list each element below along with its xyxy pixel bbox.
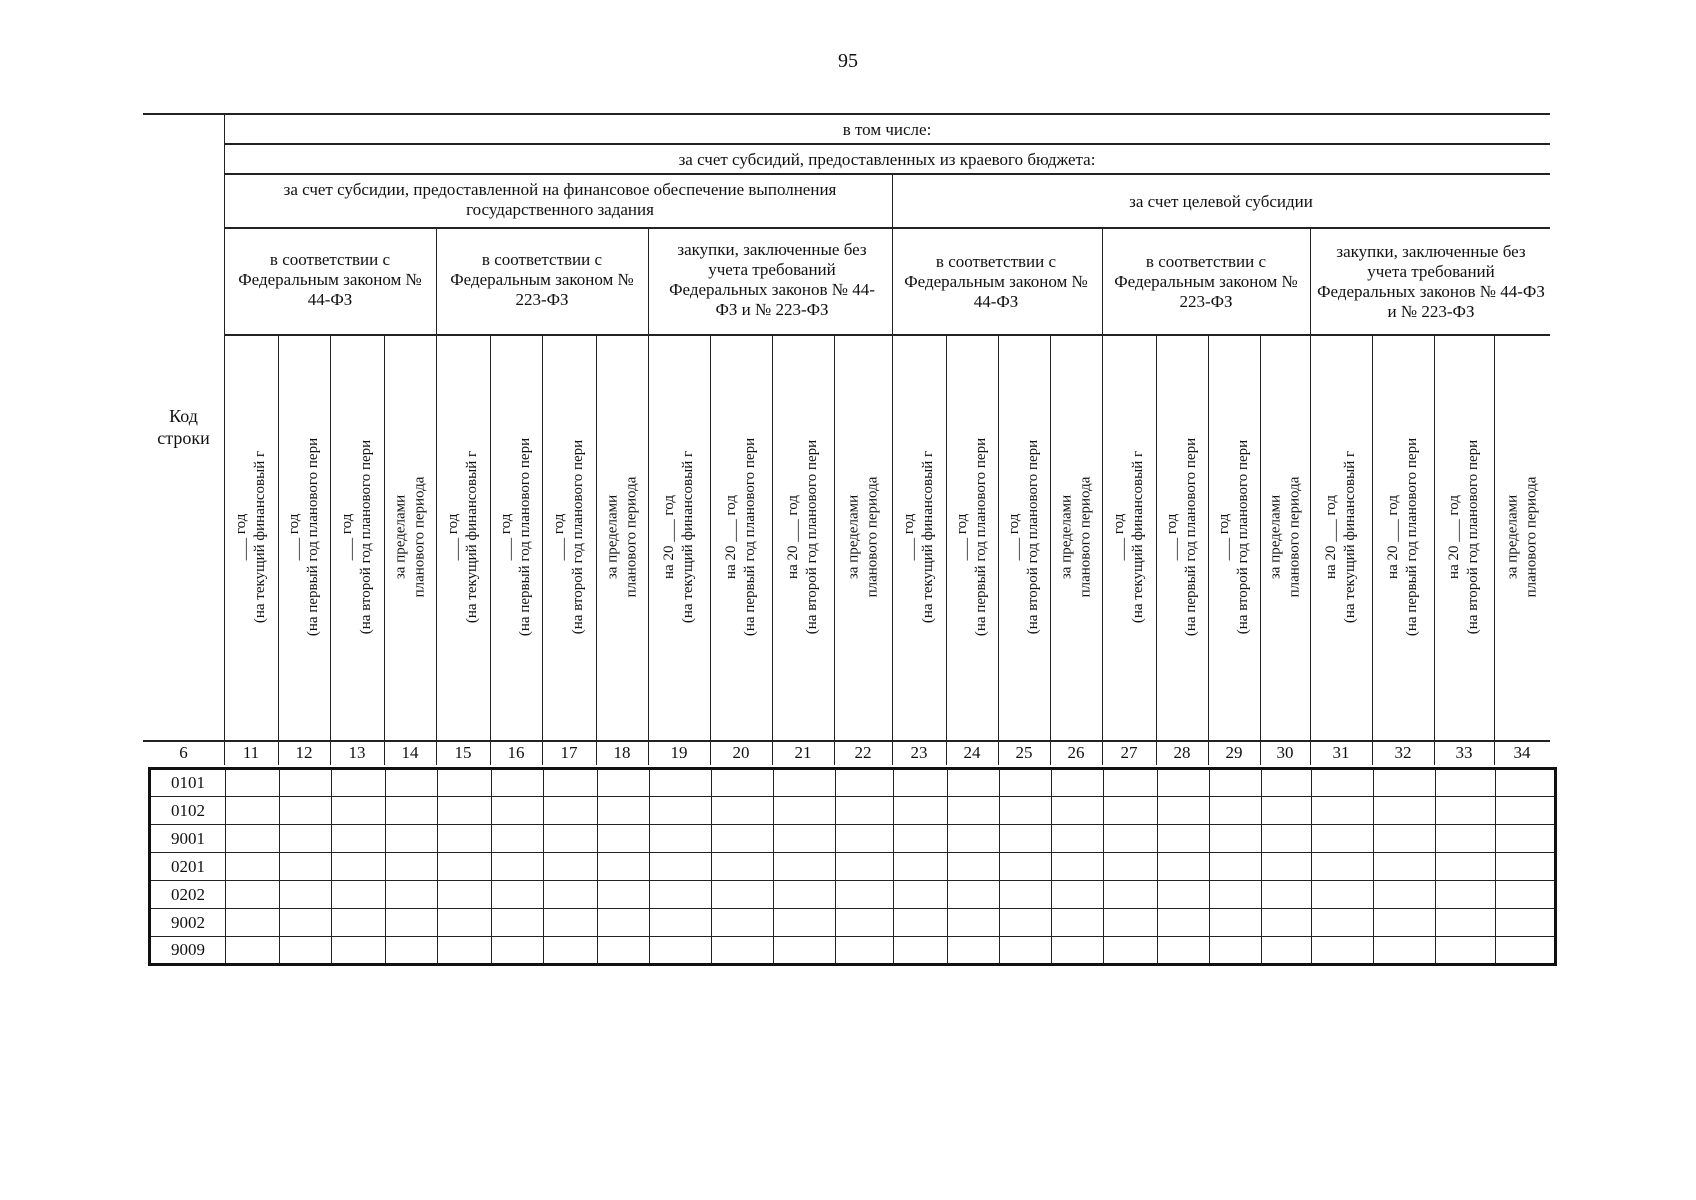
column-header-text: на 20 ___ год (на первый год планового пери [1385,437,1421,637]
column-header-vertical [1156,344,1208,730]
data-cell[interactable] [1158,769,1210,797]
data-cell[interactable] [1262,769,1312,797]
column-header-text: ___ год (на второй год планового пери [1216,439,1252,635]
data-cell[interactable] [386,769,438,797]
column-number: 30 [1276,743,1294,762]
data-cell[interactable] [598,797,650,825]
data-cell[interactable] [332,881,386,909]
data-cell[interactable] [836,825,894,853]
column-header-text: за пределами планового периода [604,476,639,598]
data-cell[interactable] [1312,825,1374,853]
column-header-text: ___ год (на первый год планового пери [286,437,322,637]
data-cell[interactable] [1312,853,1374,881]
data-cell[interactable] [836,881,894,909]
data-cell[interactable] [1374,853,1436,881]
row-code: 0101 [150,769,226,797]
table-row [150,937,1556,965]
column-number: 17 [560,743,578,762]
data-cell[interactable] [650,825,712,853]
data-cell[interactable] [712,909,774,937]
v-tom-chisle-label: в том числе: [842,120,932,139]
data-cell[interactable] [280,881,332,909]
data-cell[interactable] [544,937,598,965]
data-cell[interactable] [1104,909,1158,937]
data-cell[interactable] [712,853,774,881]
data-cell[interactable] [492,825,544,853]
data-cell[interactable] [1262,909,1312,937]
column-header-text: ___ год (на второй год планового пери [339,439,375,635]
column-header-vertical [834,344,892,730]
column-header-vertical [1372,344,1434,730]
column-header-text: на 20 ___ год (на первый год планового пери [723,437,759,637]
data-cell[interactable] [1210,797,1262,825]
column-number: 23 [910,743,928,762]
group1-label: за счет субсидии, предоставленной на финансовое обеспечение выполнения государственного задания [283,180,837,219]
row-code: 0201 [150,853,226,881]
data-cell[interactable] [492,853,544,881]
data-cell[interactable] [1496,853,1556,881]
column-header-text: за пределами планового периода [1504,476,1539,598]
data-cell[interactable] [1312,881,1374,909]
data-cell[interactable] [1374,881,1436,909]
column-header-text: ___ год (на текущий финансовый г [445,450,480,624]
data-cell[interactable] [1374,797,1436,825]
data-cell[interactable] [1262,797,1312,825]
data-cell[interactable] [1436,769,1496,797]
column-number: 12 [295,743,313,762]
data-cell[interactable] [1000,853,1052,881]
data-cell[interactable] [1104,937,1158,965]
data-cell[interactable] [1052,825,1104,853]
data-cell[interactable] [598,853,650,881]
column-number: 22 [854,743,872,762]
column-number: 27 [1120,743,1138,762]
data-cell[interactable] [894,853,948,881]
data-cell[interactable] [1052,769,1104,797]
data-cell[interactable] [650,797,712,825]
data-cell[interactable] [894,909,948,937]
data-cell[interactable] [650,853,712,881]
data-cell[interactable] [1000,825,1052,853]
data-cell[interactable] [598,881,650,909]
data-cell[interactable] [1210,881,1262,909]
data-cell[interactable] [438,853,492,881]
column-number: 29 [1225,743,1243,762]
data-cell[interactable] [948,937,1000,965]
data-cell[interactable] [1496,937,1556,965]
rule-subsidies [224,173,1550,175]
data-cell[interactable] [650,937,712,965]
data-cell[interactable] [1000,797,1052,825]
column-number: 31 [1332,743,1350,762]
column-header-vertical [998,344,1050,730]
data-cell[interactable] [894,881,948,909]
data-cell[interactable] [332,937,386,965]
data-cell[interactable] [544,881,598,909]
data-cell[interactable] [544,853,598,881]
data-cell[interactable] [1052,853,1104,881]
subgroup-label-6: закупки, заключенные без учета требований Федеральных законов № 44-ФЗ и № 223-ФЗ [1317,242,1545,321]
column-header-text: ___ год (на первый год планового пери [1164,437,1200,637]
rule-column-numbers [143,740,1550,742]
data-cell[interactable] [1496,825,1556,853]
row-code: 0202 [150,881,226,909]
data-cell[interactable] [1374,937,1436,965]
data-cell[interactable] [386,797,438,825]
column-number: 13 [348,743,366,762]
column-header-text: ___ год (на текущий финансовый г [901,450,936,624]
data-cell[interactable] [1262,825,1312,853]
column-header-vertical [542,344,596,730]
page-number: 95 [838,50,858,72]
table-row [150,797,1556,825]
subgroup-label-1: в соответствии с Федеральным законом № 44-ФЗ [238,250,422,309]
data-cell[interactable] [492,937,544,965]
data-cell[interactable] [492,909,544,937]
rule-subgroups [224,334,1550,336]
column-number: 33 [1455,743,1473,762]
column-number: 26 [1067,743,1085,762]
data-cell[interactable] [894,825,948,853]
data-cell[interactable] [650,909,712,937]
data-cell[interactable] [1436,909,1496,937]
column-header-vertical [946,344,998,730]
data-cell[interactable] [438,797,492,825]
data-cell[interactable] [280,937,332,965]
column-header-vertical [648,344,710,730]
data-cell[interactable] [1158,825,1210,853]
data-cell[interactable] [386,937,438,965]
data-cell[interactable] [280,853,332,881]
column-header-vertical [772,344,834,730]
column-header-vertical [384,344,436,730]
data-cell[interactable] [1052,797,1104,825]
data-cell[interactable] [332,825,386,853]
data-cell[interactable] [226,797,280,825]
data-cell[interactable] [1374,825,1436,853]
data-cell[interactable] [712,797,774,825]
data-cell[interactable] [712,769,774,797]
column-number: 16 [507,743,525,762]
data-cell[interactable] [544,769,598,797]
data-cell[interactable] [226,937,280,965]
data-cell[interactable] [1000,881,1052,909]
data-cell[interactable] [1000,769,1052,797]
data-cell[interactable] [948,769,1000,797]
column-header-text: ___ год (на первый год планового пери [954,437,990,637]
data-cell[interactable] [774,909,836,937]
data-cell[interactable] [948,881,1000,909]
data-cell[interactable] [1436,937,1496,965]
data-cell[interactable] [1210,937,1262,965]
data-cell[interactable] [438,769,492,797]
column-number: 32 [1394,743,1412,762]
column-header-vertical [1260,344,1310,730]
data-cell[interactable] [1104,769,1158,797]
column-header-vertical [278,344,330,730]
data-cell[interactable] [1496,909,1556,937]
column-header-vertical [1310,344,1372,730]
data-cell[interactable] [774,881,836,909]
data-cell[interactable] [332,797,386,825]
data-cell[interactable] [1052,909,1104,937]
data-cell[interactable] [332,769,386,797]
column-number: 18 [613,743,631,762]
data-cell[interactable] [1374,769,1436,797]
data-cell[interactable] [1210,825,1262,853]
data-cell[interactable] [386,853,438,881]
data-cell[interactable] [598,909,650,937]
data-cell[interactable] [1210,853,1262,881]
row-code: 9002 [150,909,226,937]
column-number: 34 [1513,743,1531,762]
data-cell[interactable] [1210,909,1262,937]
data-cell[interactable] [836,769,894,797]
data-cell[interactable] [226,769,280,797]
column-header-vertical [1494,344,1550,730]
column-number: 24 [963,743,981,762]
data-cell[interactable] [332,909,386,937]
data-cell[interactable] [836,909,894,937]
row-code: 0102 [150,797,226,825]
column-header-vertical [596,344,648,730]
data-cell[interactable] [894,797,948,825]
data-cell[interactable] [492,881,544,909]
data-cell[interactable] [1312,909,1374,937]
table-row [150,853,1556,881]
table-row [150,769,1556,797]
data-cell[interactable] [226,853,280,881]
data-cell[interactable] [438,909,492,937]
column-header-text: на 20 ___ год (на второй год планового пери [785,439,821,635]
data-cell[interactable] [492,769,544,797]
data-cell[interactable] [438,937,492,965]
rule-v-tom-chisle [224,143,1550,145]
data-cell[interactable] [226,825,280,853]
subsidies-label: за счет субсидий, предоставленных из краевого бюджета: [678,150,1096,169]
data-cell[interactable] [1158,909,1210,937]
data-cell[interactable] [1374,909,1436,937]
column-number: 11 [242,743,260,762]
column-number: 15 [454,743,472,762]
data-cell[interactable] [226,881,280,909]
data-cell[interactable] [1312,797,1374,825]
data-cell[interactable] [894,937,948,965]
column-header-vertical [892,344,946,730]
data-cell[interactable] [894,769,948,797]
data-cell[interactable] [1158,937,1210,965]
column-number: 28 [1173,743,1191,762]
data-cell[interactable] [1052,881,1104,909]
data-cell[interactable] [544,797,598,825]
data-cell[interactable] [1210,769,1262,797]
data-cell[interactable] [712,937,774,965]
column-number: 6 [179,743,188,762]
data-cell[interactable] [1312,937,1374,965]
column-header-text: за пределами планового периода [845,476,880,598]
row-code: 9001 [150,825,226,853]
data-cell[interactable] [1052,937,1104,965]
column-number: 19 [670,743,688,762]
data-cell[interactable] [1104,853,1158,881]
data-cell[interactable] [948,797,1000,825]
data-cell[interactable] [226,909,280,937]
column-number: 14 [401,743,419,762]
data-cell[interactable] [712,825,774,853]
column-header-text: на 20 ___ год (на текущий финансовый г [1323,450,1358,624]
data-cell[interactable] [280,909,332,937]
data-cell[interactable] [948,909,1000,937]
rule-groups [224,227,1550,229]
column-header-text: ___ год (на первый год планового пери [498,437,534,637]
column-number: 21 [794,743,812,762]
subgroup-label-2: в соответствии с Федеральным законом № 223-ФЗ [450,250,634,309]
data-cell[interactable] [1496,881,1556,909]
column-header-text: за пределами планового периода [1267,476,1302,598]
column-header-vertical [710,344,772,730]
data-cell[interactable] [1104,797,1158,825]
data-cell[interactable] [1158,797,1210,825]
data-cell[interactable] [774,769,836,797]
data-cell[interactable] [774,937,836,965]
column-header-vertical [224,344,278,730]
data-cell[interactable] [1104,825,1158,853]
data-cell[interactable] [774,825,836,853]
data-cell[interactable] [598,937,650,965]
column-header-vertical [1208,344,1260,730]
top-rule [143,113,1550,115]
column-header-vertical [1050,344,1102,730]
data-cell[interactable] [774,853,836,881]
column-header-text: ___ год (на текущий финансовый г [233,450,268,624]
data-cell[interactable] [598,769,650,797]
subgroup-label-3: закупки, заключенные без учета требований Федеральных законов № 44-ФЗ и № 223-ФЗ [669,240,875,319]
data-cell[interactable] [1436,853,1496,881]
data-cell[interactable] [948,825,1000,853]
table-row [150,909,1556,937]
data-cell[interactable] [386,881,438,909]
data-cell[interactable] [836,853,894,881]
data-cell[interactable] [1496,797,1556,825]
data-cell[interactable] [1158,853,1210,881]
data-table [148,767,1557,966]
data-cell[interactable] [492,797,544,825]
data-cell[interactable] [1496,769,1556,797]
data-cell[interactable] [598,825,650,853]
data-cell[interactable] [544,825,598,853]
column-header-text: на 20 ___ год (на второй год планового пери [1446,439,1482,635]
column-header-text: ___ год (на второй год планового пери [1006,439,1042,635]
data-cell[interactable] [332,853,386,881]
table-row [150,825,1556,853]
column-header-vertical [330,344,384,730]
data-cell[interactable] [1158,881,1210,909]
column-header-vertical [490,344,542,730]
data-cell[interactable] [280,769,332,797]
row-code: 9009 [150,937,226,965]
column-header-text: за пределами планового периода [1058,476,1093,598]
data-cell[interactable] [280,797,332,825]
data-cell[interactable] [650,769,712,797]
data-cell[interactable] [544,909,598,937]
table-row [150,881,1556,909]
data-cell[interactable] [1436,797,1496,825]
column-header-vertical [436,344,490,730]
data-cell[interactable] [1436,825,1496,853]
group2-label: за счет целевой субсидии [1129,192,1313,211]
data-cell[interactable] [650,881,712,909]
data-cell[interactable] [1262,853,1312,881]
column-header-vertical [1102,344,1156,730]
subgroup-label-4: в соответствии с Федеральным законом № 44-ФЗ [904,252,1088,311]
data-cell[interactable] [1262,937,1312,965]
data-cell[interactable] [1436,881,1496,909]
data-cell[interactable] [1262,881,1312,909]
data-cell[interactable] [386,909,438,937]
column-header-text: за пределами планового периода [392,476,427,598]
column-header-text: ___ год (на второй год планового пери [551,439,587,635]
column-header-vertical [1434,344,1494,730]
column-number: 25 [1015,743,1033,762]
data-cell[interactable] [1312,769,1374,797]
data-cell[interactable] [438,881,492,909]
row-code-label: Код строки [157,406,210,448]
data-cell[interactable] [948,853,1000,881]
column-header-text: на 20 ___ год (на текущий финансовый г [661,450,696,624]
data-cell[interactable] [836,937,894,965]
data-cell[interactable] [712,881,774,909]
data-cell[interactable] [386,825,438,853]
data-cell[interactable] [836,797,894,825]
data-cell[interactable] [1104,881,1158,909]
subgroup-label-5: в соответствии с Федеральным законом № 223-ФЗ [1114,252,1298,311]
data-cell[interactable] [280,825,332,853]
data-cell[interactable] [438,825,492,853]
column-header-text: ___ год (на текущий финансовый г [1111,450,1146,624]
data-cell[interactable] [1000,909,1052,937]
column-number: 20 [732,743,750,762]
data-cell[interactable] [774,797,836,825]
data-cell[interactable] [1000,937,1052,965]
